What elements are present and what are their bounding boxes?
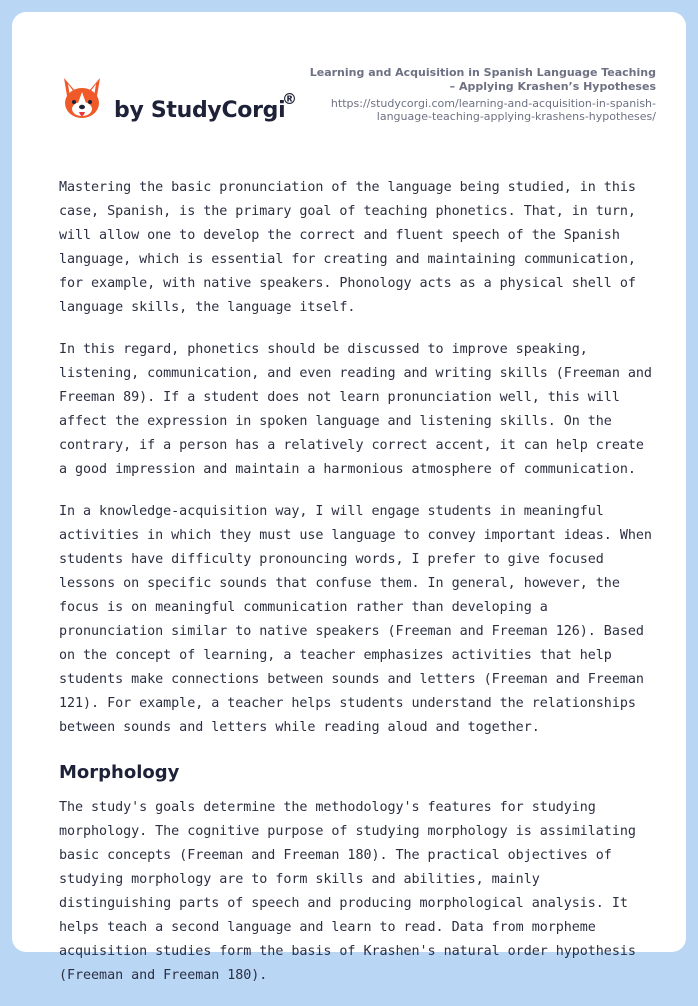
article-body (59, 176, 659, 1006)
paragraph: In this regard, phonetics should be discussed to improve speaking, listening, communication, and even reading and writing skills (Freeman and Freeman 89). If a student does not learn pronunciation well, this will affect the expression in spoken language and listening skills. On the contrary, if a person has a relatively correct accent, it can help create a good impression and maintain a harmonious atmosphere of communication. (59, 342, 652, 477)
corgi-icon (60, 76, 104, 124)
registered-mark: ® (282, 90, 297, 108)
paragraph: Mastering the basic pronunciation of the language being studied, in this case, Spanish, is the primary goal of teaching phonetics. That, in turn, will allow one to develop the correct and fluent speech of the Spanish language, which is essential for creating and maintaining communication, for example, with native speakers. Phonology acts as a physical shell of language skills, the language itself. (59, 180, 636, 315)
document-meta (306, 66, 656, 123)
document-url[interactable]: https://studycorgi.com/learning-and-acquisition-in-spanish- language-teaching-applying-krashens-hypotheses/ (330, 97, 656, 123)
brand-name: by StudyCorgi (114, 98, 286, 123)
page-header (12, 12, 686, 152)
paragraph: The study's goals determine the methodology's features for studying morphology. The cognitive purpose of studying morphology is assimilating basic concepts (Freeman and Freeman 180). The practical objectives of studying morphology are to form skills and abilities, mainly distinguishing parts of speech and producing morphological analysis. It helps teach a second language and learn to read. Data from morpheme acquisition studies form the basis of Krashen's natural order hypothesis (Freeman and Freeman 180). (59, 800, 636, 983)
document-title: Learning and Acquisition in Spanish Language Teaching – Applying Krashen’s Hypotheses (309, 66, 656, 93)
document-page (12, 12, 686, 983)
section-heading: Morphology (59, 762, 180, 783)
studycorgi-logo[interactable] (60, 76, 310, 132)
paragraph: In a knowledge-acquisition way, I will engage students in meaningful activities in which they must use language to convey important ideas. When students have difficulty pronouncing words, I prefer to give focused lessons on specific sounds that confuse them. In general, however, the focus is on meaningful communication rather than developing a pronunciation similar to native speakers (Freeman and Freeman 126). Based on the concept of learning, a teacher emphasizes activities that help students make connections between sounds and letters (Freeman and Freeman 121). For example, a teacher helps students understand the relationships between sounds and letters while reading aloud and together. (59, 504, 652, 735)
